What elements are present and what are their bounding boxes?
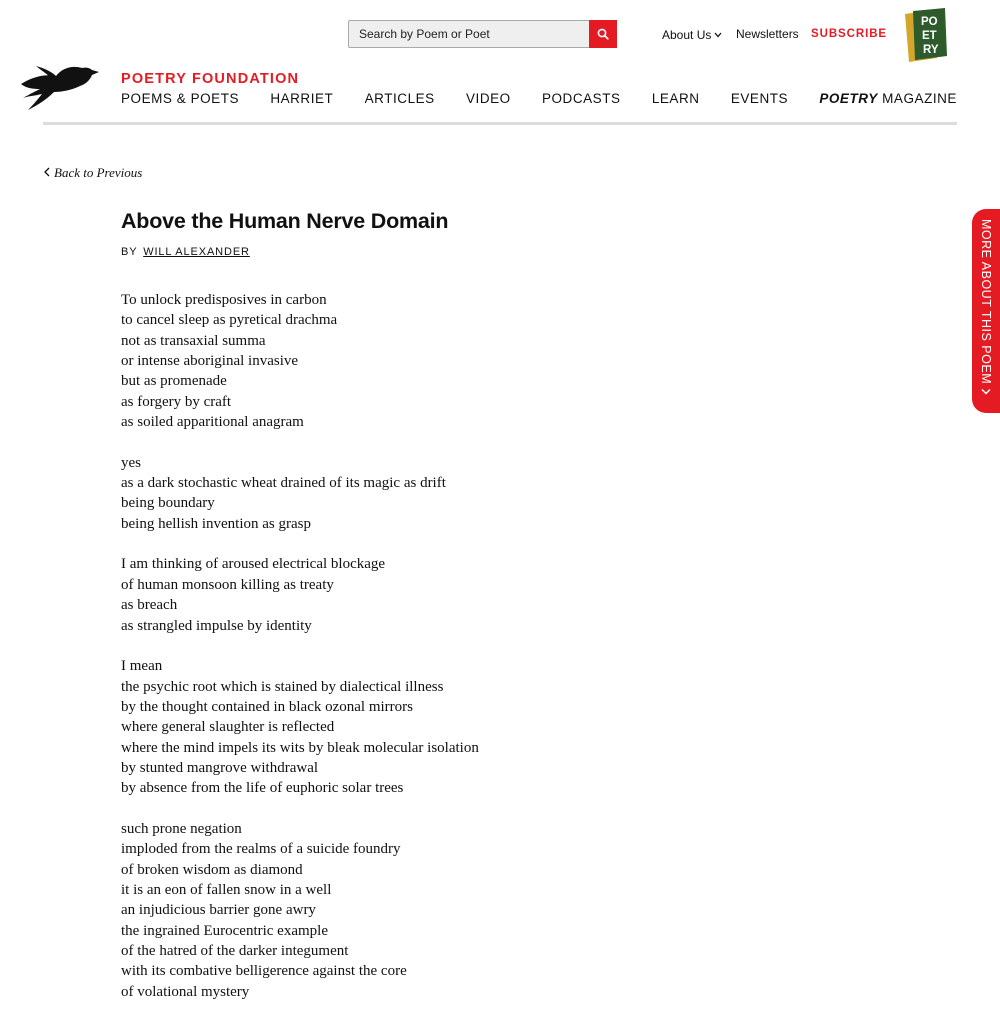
- subscribe-link[interactable]: SUBSCRIBE: [811, 28, 888, 40]
- poem-line: yes: [121, 454, 141, 471]
- poem-line: but as promenade: [121, 373, 227, 390]
- poem-line: as a dark stochastic wheat drained of its magic as drift: [121, 475, 446, 492]
- poetry-magazine-cover[interactable]: [903, 8, 947, 62]
- search-button[interactable]: [589, 20, 617, 48]
- poem-line: of the hatred of the darker integument: [121, 943, 349, 959]
- main-nav: [121, 89, 957, 107]
- cover-letters-et: ET: [922, 30, 937, 42]
- more-about-poem-label: MORE ABOUT THIS POEM: [979, 219, 993, 385]
- nav-poems-poets[interactable]: POEMS & POETS: [121, 90, 240, 106]
- poem-line: the psychic root which is stained by dialectical illness: [121, 678, 444, 695]
- about-us-label: About Us: [662, 28, 712, 42]
- poem-line: by stunted mangrove withdrawal: [121, 759, 319, 776]
- poem-line: I am thinking of aroused electrical blockage: [121, 556, 386, 573]
- poem-line: I mean: [121, 658, 163, 675]
- pegasus-logo-icon[interactable]: [20, 62, 100, 112]
- nav-articles[interactable]: ARTICLES: [364, 90, 435, 106]
- nav-magazine-rest: MAGAZINE: [877, 90, 957, 106]
- poem-line: by absence from the life of euphoric solar trees: [121, 780, 404, 797]
- search-bar: [348, 20, 617, 48]
- poem-line: of broken wisdom as diamond: [121, 861, 303, 878]
- poem-line: the ingrained Eurocentric example: [121, 922, 328, 939]
- poem-line: where the mind impels its wits by bleak molecular isolation: [121, 739, 479, 756]
- poem-line: To unlock predisposives in carbon: [121, 292, 327, 308]
- more-about-poem-tab[interactable]: [972, 209, 1000, 413]
- author-link[interactable]: WILL ALEXANDER: [143, 246, 250, 258]
- poem-body: [121, 290, 641, 1022]
- poem-line: with its combative belligerence against the core: [121, 963, 407, 980]
- nav-harriet[interactable]: HARRIET: [270, 90, 334, 106]
- brand-name[interactable]: POETRY FOUNDATION: [121, 71, 300, 87]
- poem-line: or intense aboriginal invasive: [121, 353, 299, 370]
- nav-video[interactable]: VIDEO: [465, 90, 511, 106]
- chevron-down-icon: [981, 388, 991, 396]
- poem-line: of volational mystery: [121, 983, 250, 1000]
- search-icon: [597, 28, 609, 40]
- poem-line: where general slaughter is reflected: [121, 719, 335, 736]
- chevron-left-icon: [44, 165, 50, 181]
- poem-line: to cancel sleep as pyretical drachma: [121, 312, 338, 329]
- poem-line: such prone negation: [121, 820, 242, 837]
- poem-stanza: [121, 290, 641, 432]
- search-input[interactable]: [348, 20, 589, 48]
- poem-line: imploded from the realms of a suicide foundry: [121, 841, 401, 858]
- poem-line: being hellish invention as grasp: [121, 515, 311, 532]
- poem-stanza: [121, 554, 641, 635]
- poem-title: Above the Human Nerve Domain: [121, 209, 449, 233]
- nav-events[interactable]: EVENTS: [730, 90, 789, 106]
- byline: [121, 246, 250, 258]
- poem-line: an injudicious barrier gone awry: [121, 902, 316, 919]
- by-label: BY: [121, 246, 138, 258]
- nav-magazine-emphasis: POETRY: [819, 90, 878, 106]
- cover-letters-ry: RY: [923, 44, 939, 56]
- nav-podcasts[interactable]: PODCASTS: [541, 90, 621, 106]
- nav-learn[interactable]: LEARN: [651, 90, 700, 106]
- poem-line: as forgery by craft: [121, 393, 232, 410]
- poem-stanza: [121, 453, 641, 534]
- poem-line: as breach: [121, 597, 178, 614]
- nav-poetry-magazine[interactable]: [819, 91, 957, 106]
- poem-line: by the thought contained in black ozonal mirrors: [121, 698, 414, 715]
- about-us-link[interactable]: [662, 26, 722, 43]
- newsletters-link[interactable]: Newsletters: [736, 27, 799, 41]
- poem-line: it is an eon of fallen snow in a well: [121, 881, 332, 898]
- poem-line: as strangled impulse by identity: [121, 617, 312, 634]
- nav-divider: [43, 122, 957, 125]
- poem-line: as soiled apparitional anagram: [121, 414, 304, 431]
- cover-letters-po: PO: [921, 16, 938, 28]
- poem-stanza: [121, 656, 641, 798]
- poem-line: of human monsoon killing as treaty: [121, 576, 334, 593]
- back-link-label: Back to Previous: [54, 165, 143, 180]
- poem-stanza: [121, 819, 641, 1002]
- back-to-previous-link[interactable]: [44, 165, 142, 181]
- chevron-down-icon: [714, 26, 722, 42]
- poem-line: not as transaxial summa: [121, 332, 266, 349]
- poem-line: being boundary: [121, 495, 215, 512]
